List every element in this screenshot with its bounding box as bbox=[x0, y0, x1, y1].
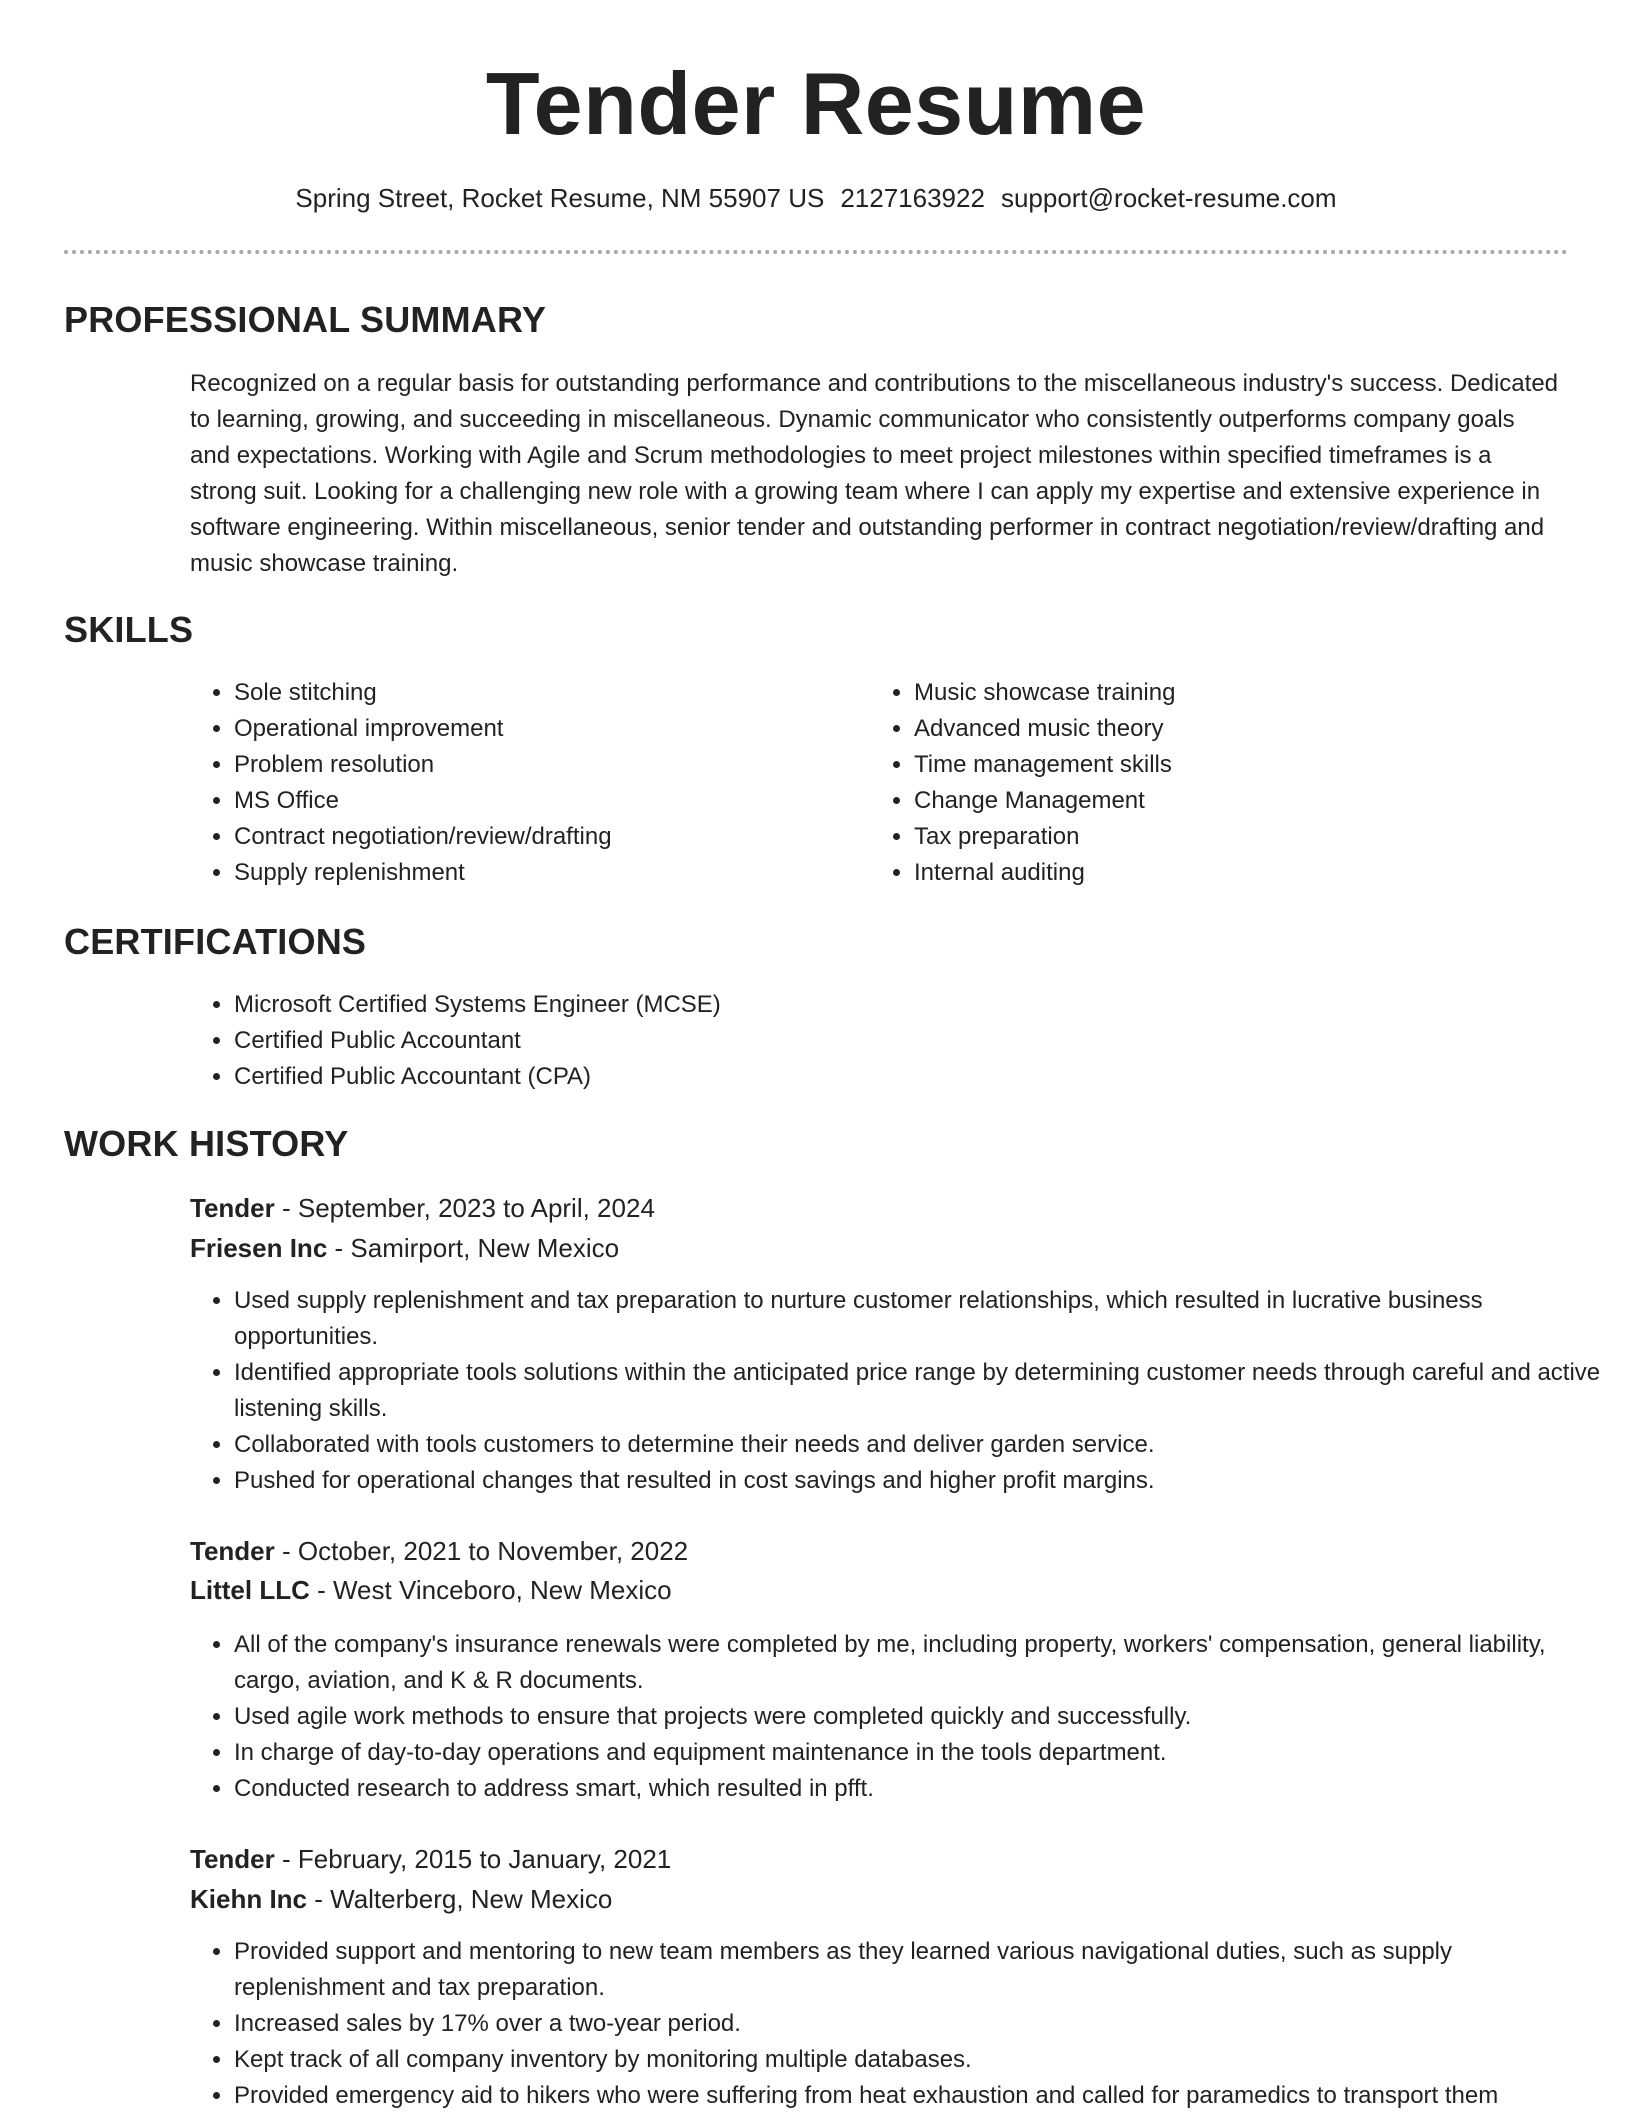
skills-list-left bbox=[190, 675, 834, 891]
job-company: Littel LLC bbox=[190, 1575, 310, 1605]
header-divider bbox=[64, 250, 1568, 254]
skill-item: • Sole stitching bbox=[234, 675, 834, 711]
job-bullet: • Provided support and mentoring to new team members as they learned various navigational duties, such as supply replenishment and tax preparation. bbox=[234, 1934, 1604, 2006]
skill-item: • Operational improvement bbox=[234, 711, 834, 747]
summary-text: Recognized on a regular basis for outstanding performance and contributions to the miscellaneous industry's success. Dedicated to learning, growing, and succeeding in miscellaneous. Dynamic communicator who consistently outperforms company goals and expectations. Working with Agile and Scrum methodologies to meet project milestones within specified timeframes is a strong suit. Looking for a challenging new role with a growing team where I can apply my expertise and extensive experience in software engineering. Within miscellaneous, senior tender and outstanding performer in contract negotiation/review/drafting and music showcase training. bbox=[190, 370, 1559, 577]
job-company-line bbox=[190, 1571, 672, 1609]
contact-email: support@rocket-resume.com bbox=[1000, 183, 1337, 213]
job-title-line bbox=[190, 1189, 655, 1227]
skill-item: • Music showcase training bbox=[914, 675, 1514, 711]
job-location: - Samirport, New Mexico bbox=[327, 1233, 620, 1263]
skill-item: • Internal auditing bbox=[914, 855, 1514, 891]
job-bullet: • Collaborated with tools customers to determine their needs and deliver garden service. bbox=[234, 1427, 1604, 1463]
job-dates: - September, 2023 to April, 2024 bbox=[274, 1193, 655, 1223]
skills-list-right bbox=[870, 675, 1514, 891]
job-bullet: • Conducted research to address smart, which resulted in pfft. bbox=[234, 1771, 1604, 1807]
skill-item: • Advanced music theory bbox=[914, 711, 1514, 747]
job-bullet: • Provided emergency aid to hikers who were suffering from heat exhaustion and called for paramedics to transport them bbox=[234, 2078, 1604, 2114]
skill-item: • Time management skills bbox=[914, 747, 1514, 783]
job-location: - West Vinceboro, New Mexico bbox=[309, 1575, 672, 1605]
job-bullet: • Used supply replenishment and tax preparation to nurture customer relationships, which resulted in lucrative business opportunities. bbox=[234, 1283, 1604, 1355]
job-title: Tender bbox=[190, 1844, 275, 1874]
skill-item: • Problem resolution bbox=[234, 747, 834, 783]
job-title: Tender bbox=[190, 1536, 275, 1566]
skill-item: • Supply replenishment bbox=[234, 855, 834, 891]
contact-phone: 2127163922 bbox=[840, 183, 985, 213]
certification-item: • Certified Public Accountant (CPA) bbox=[234, 1059, 1534, 1095]
job-dates: - February, 2015 to January, 2021 bbox=[274, 1844, 672, 1874]
certifications-list bbox=[190, 987, 1534, 1095]
certifications-heading: CERTIFICATIONS bbox=[64, 921, 367, 962]
skill-item: • Contract negotiation/review/drafting bbox=[234, 819, 834, 855]
job-bullet: • All of the company's insurance renewals were completed by me, including property, workers' compensation, general liability, cargo, aviation, and K & R documents. bbox=[234, 1627, 1604, 1699]
job-bullet: • Used agile work methods to ensure that projects were completed quickly and successfully. bbox=[234, 1699, 1604, 1735]
job-bullets bbox=[190, 1934, 1604, 2114]
job-bullets bbox=[190, 1627, 1604, 1807]
skill-item: • Tax preparation bbox=[914, 819, 1514, 855]
skills-heading: SKILLS bbox=[64, 609, 194, 650]
job-company: Kiehn Inc bbox=[190, 1884, 308, 1914]
skill-item: • MS Office bbox=[234, 783, 834, 819]
job-title-line bbox=[190, 1840, 671, 1878]
job-bullet: • Increased sales by 17% over a two-year period. bbox=[234, 2006, 1604, 2042]
work-history-heading: WORK HISTORY bbox=[64, 1123, 349, 1164]
job-title: Tender bbox=[190, 1193, 275, 1223]
job-bullet: • Identified appropriate tools solutions within the anticipated price range by determining customer needs through careful and active listening skills. bbox=[234, 1355, 1604, 1427]
job-dates: - October, 2021 to November, 2022 bbox=[274, 1536, 689, 1566]
contact-address: Spring Street, Rocket Resume, NM 55907 US bbox=[295, 183, 825, 213]
job-bullets bbox=[190, 1283, 1604, 1499]
certification-item: • Certified Public Accountant bbox=[234, 1023, 1534, 1059]
job-bullet: • Kept track of all company inventory by monitoring multiple databases. bbox=[234, 2042, 1604, 2078]
job-bullet: • In charge of day-to-day operations and equipment maintenance in the tools department. bbox=[234, 1735, 1604, 1771]
contact-line bbox=[0, 180, 1632, 216]
job-title-line bbox=[190, 1532, 688, 1570]
job-location: - Walterberg, New Mexico bbox=[307, 1884, 613, 1914]
certification-item: • Microsoft Certified Systems Engineer (MCSE) bbox=[234, 987, 1534, 1023]
resume-name: Tender Resume bbox=[485, 54, 1147, 153]
skill-item: • Change Management bbox=[914, 783, 1514, 819]
job-company-line bbox=[190, 1880, 612, 1918]
job-company-line bbox=[190, 1229, 619, 1267]
job-bullet: • Pushed for operational changes that resulted in cost savings and higher profit margins. bbox=[234, 1463, 1604, 1499]
summary-heading: PROFESSIONAL SUMMARY bbox=[64, 299, 547, 340]
job-company: Friesen Inc bbox=[190, 1233, 328, 1263]
